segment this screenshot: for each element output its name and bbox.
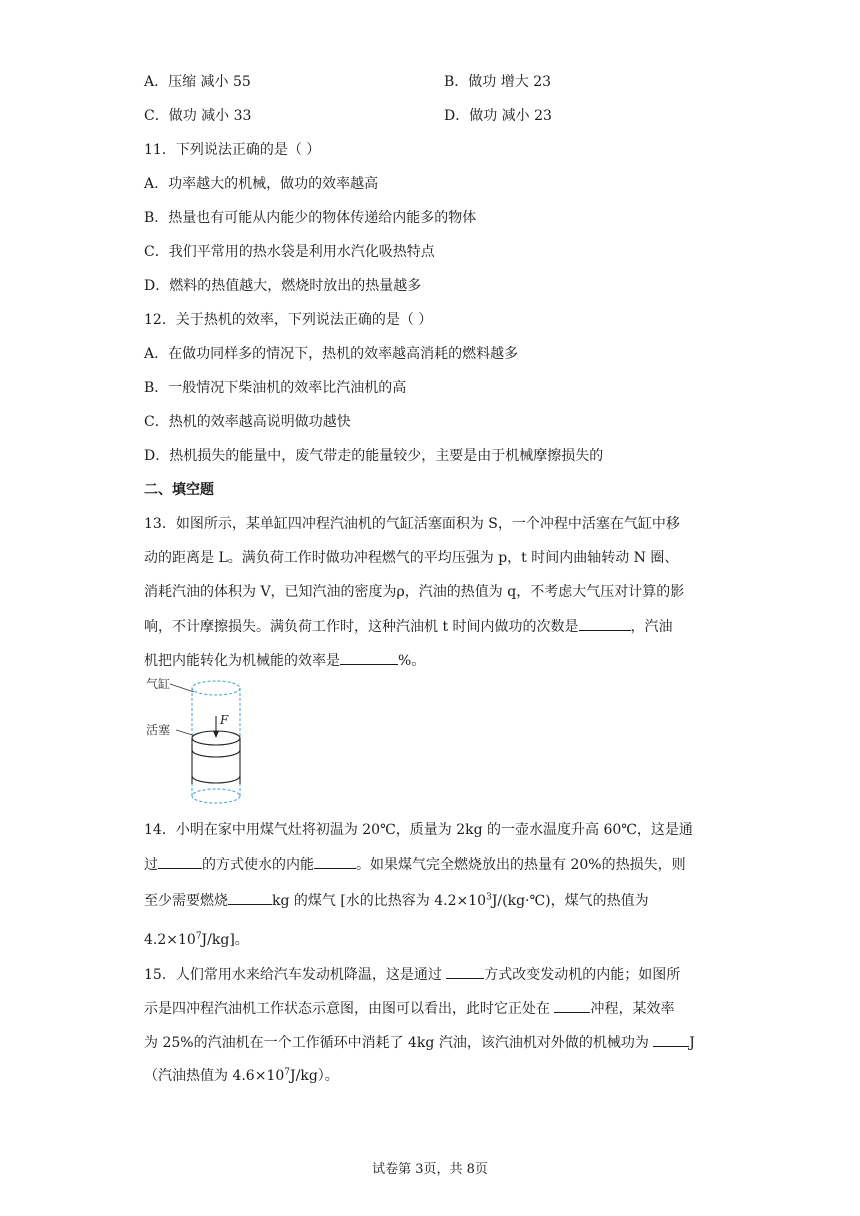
- question-14-line-3-tail: J/(kg·℃)，煤气的热值为: [491, 893, 649, 909]
- question-14-line-3-text: 至少需要燃烧: [144, 893, 228, 909]
- exponent: 7: [284, 1067, 290, 1078]
- question-14-line-2-text: 过: [144, 857, 158, 873]
- option-10-a: A．压缩 减小 55: [144, 74, 251, 90]
- piston-lower-edge: [192, 776, 240, 783]
- question-15-line-3-tail: J: [689, 1035, 695, 1051]
- question-13-line-5-text: 机把内能转化为机械能的效率是: [144, 653, 340, 669]
- question-15-line-2-tail: 冲程，某效率: [590, 1001, 675, 1017]
- answer-blank[interactable]: [554, 998, 590, 1013]
- question-14-line-2: [144, 854, 686, 875]
- question-13-line-5: [144, 650, 425, 671]
- option-12-a: A．在做功同样多的情况下，热机的效率越高消耗的燃料越多: [144, 346, 519, 362]
- cylinder-top-ellipse: [192, 681, 240, 695]
- question-14-line-4-tail: J/kg]。: [201, 932, 249, 948]
- option-10-b: B．做功 增大 23: [444, 74, 552, 90]
- question-13-line-4-text: 响，不计摩擦损失。满负荷工作时，这种汽油机 t 时间内做功的次数是: [144, 619, 579, 635]
- question-13-line-2: 动的距离是 L。满负荷工作时做功冲程燃气的平均压强为 p，t 时间内曲轴转动 N 圈、: [144, 550, 679, 566]
- question-14-line-4-text: 4.2×10: [144, 932, 196, 948]
- question-14-line-3: [144, 890, 649, 911]
- cylinder-bottom-ellipse: [192, 789, 240, 803]
- figure-label-cylinder: 气缸: [146, 677, 171, 691]
- question-15-line-3: [144, 1032, 695, 1053]
- question-13-line-1: 13．如图所示，某单缸四冲程汽油机的气缸活塞面积为 S，一个冲程中活塞在气缸中移: [144, 516, 680, 532]
- answer-blank[interactable]: [340, 650, 398, 665]
- question-15-line-2: [144, 998, 674, 1019]
- question-14-line-2-mid: 的方式使水的内能: [202, 857, 314, 873]
- figure-label-force: F: [220, 713, 229, 727]
- answer-blank[interactable]: [579, 616, 631, 631]
- question-13-line-5-tail: %。: [398, 653, 426, 669]
- exponent: 7: [195, 931, 202, 942]
- page-footer: 试卷第 3页，共 8页: [372, 1162, 488, 1177]
- option-10-c: C．做功 减小 33: [144, 108, 252, 124]
- question-15-line-2-text: 示是四冲程汽油机工作状态示意图，由图可以看出，此时它正处在: [144, 1001, 550, 1017]
- question-13-line-4: [144, 616, 673, 637]
- question-14-line-2-tail: 。如果煤气完全燃烧放出的热量有 20%的热损失，则: [356, 857, 686, 873]
- piston-pointer-line: [176, 730, 196, 736]
- question-12-stem: 12．关于热机的效率，下列说法正确的是（ ）: [144, 312, 433, 328]
- answer-blank[interactable]: [446, 964, 484, 979]
- question-15-line-1-tail: 方式改变发动机的内能；如图所: [484, 967, 681, 983]
- answer-blank[interactable]: [158, 854, 202, 869]
- option-12-d: D．热机损失的能量中，废气带走的能量较少，主要是由于机械摩擦损失的: [144, 448, 604, 464]
- question-14-line-1: 14．小明在家中用煤气灶将初温为 20℃，质量为 2kg 的一壶水温度升高 60℃，这是通: [144, 822, 693, 838]
- question-15-line-4-text: （汽油热值为 4.6×10: [144, 1068, 285, 1084]
- answer-blank[interactable]: [314, 854, 356, 869]
- option-11-b: B．热量也有可能从内能少的物体传递给内能多的物体: [144, 210, 477, 226]
- question-14-line-4: [144, 930, 249, 950]
- answer-blank[interactable]: [228, 890, 272, 905]
- option-11-a: A．功率越大的机械，做功的效率越高: [144, 176, 379, 192]
- figure-label-piston: 活塞: [146, 723, 171, 737]
- question-14-line-3-mid: kg 的煤气 [水的比热容为 4.2×10: [272, 893, 487, 909]
- option-12-c: C．热机的效率越高说明做功越快: [144, 414, 351, 430]
- question-15-line-4-tail: J/kg）。: [290, 1068, 339, 1084]
- option-11-d: D．燃料的热值越大，燃烧时放出的热量越多: [144, 278, 422, 294]
- exponent: 3: [486, 892, 492, 903]
- answer-blank[interactable]: [653, 1032, 689, 1047]
- option-10-d: D．做功 减小 23: [444, 108, 552, 124]
- question-15-line-1-text: 15．人们常用水来给汽车发动机降温，这是通过: [144, 967, 442, 983]
- option-11-c: C．我们平常用的热水袋是利用水汽化吸热特点: [144, 244, 435, 260]
- question-15-line-1: [144, 964, 680, 985]
- question-11-stem: 11．下列说法正确的是（ ）: [144, 142, 321, 158]
- question-15-line-3-text: 为 25%的汽油机在一个工作循环中消耗了 4kg 汽油，该汽油机对外做的机械功为: [144, 1035, 649, 1051]
- section-heading-fill-in: 二、填空题: [144, 482, 214, 498]
- question-13-line-3: 消耗汽油的体积为 V，已知汽油的密度为ρ，汽油的热值为 q，不考虑大气压对计算的影: [144, 584, 685, 600]
- option-12-b: B．一般情况下柴油机的效率比汽油机的高: [144, 380, 407, 396]
- engine-cylinder-figure: [144, 672, 254, 812]
- question-15-line-4: [144, 1066, 339, 1086]
- cylinder-pointer-line: [170, 684, 194, 692]
- question-13-line-4-tail: ，汽油: [630, 619, 673, 635]
